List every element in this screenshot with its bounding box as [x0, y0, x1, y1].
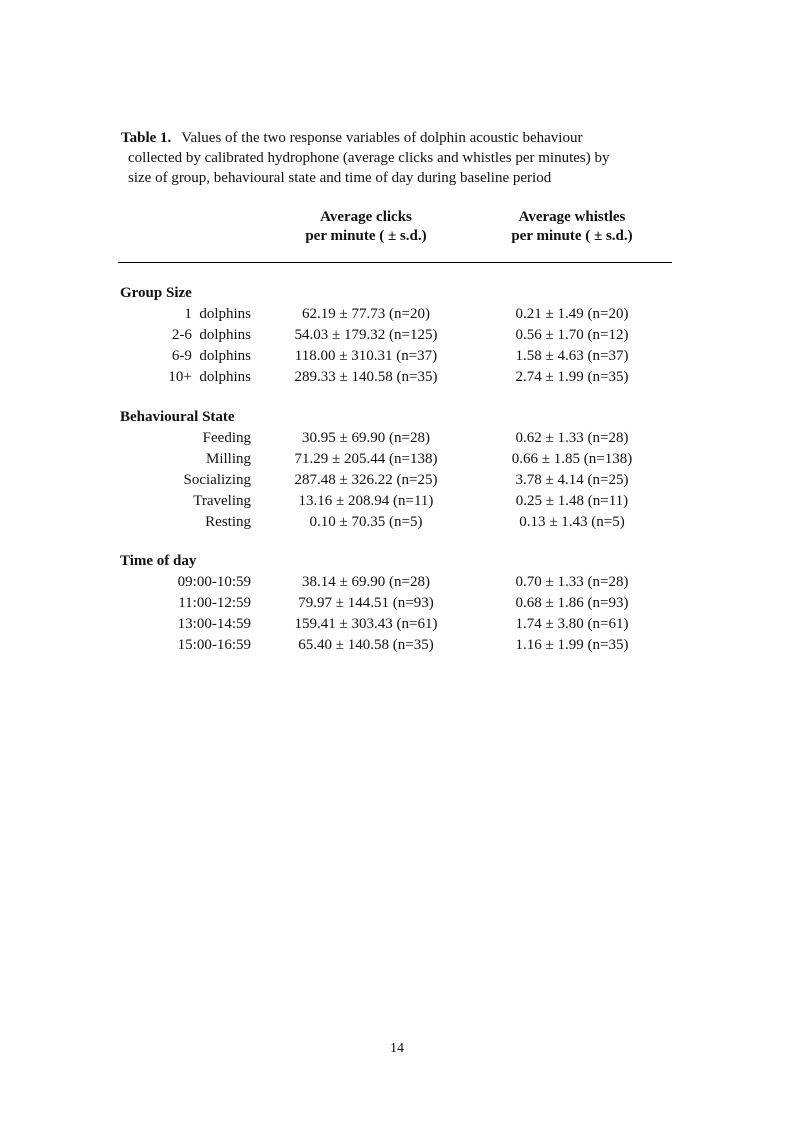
- row-category: 11:00-12:59: [178, 595, 251, 611]
- table-row: [0, 347, 794, 368]
- row-whistles-value: 0.70 ± 1.33 (n=28): [515, 574, 629, 590]
- row-clicks-value: 54.03 ± 179.32 (n=125): [294, 327, 438, 343]
- caption-label: Table 1.: [121, 130, 172, 146]
- table-row: [0, 305, 794, 326]
- caption-line-2: collected by calibrated hydrophone (average clicks and whistles per minutes) by: [128, 150, 610, 166]
- row-clicks-value: 62.19 ± 77.73 (n=20): [302, 306, 430, 322]
- row-whistles-value: 1.58 ± 4.63 (n=37): [515, 348, 629, 364]
- page-number: 14: [390, 1041, 404, 1056]
- section-title: Time of day: [120, 553, 197, 569]
- row-category: Feeding: [202, 430, 251, 446]
- row-whistles-value: 0.21 ± 1.49 (n=20): [515, 306, 629, 322]
- column-header-whistles-line-2: per minute ( ± s.d.): [511, 228, 633, 244]
- row-category: 10+ dolphins: [168, 369, 251, 385]
- row-category: Resting: [205, 514, 251, 530]
- row-clicks-value: 118.00 ± 310.31 (n=37): [294, 348, 438, 364]
- caption-line-3: size of group, behavioural state and time of day during baseline period: [128, 170, 552, 186]
- caption-line-1: [121, 128, 661, 148]
- header-rule: [118, 262, 672, 263]
- row-clicks-value: 13.16 ± 208.94 (n=11): [298, 493, 434, 509]
- row-whistles-value: 3.78 ± 4.14 (n=25): [515, 472, 629, 488]
- caption-text-1: Values of the two response variables of dolphin acoustic behaviour: [181, 130, 583, 146]
- row-clicks-value: 30.95 ± 69.90 (n=28): [302, 430, 430, 446]
- column-header-whistles-line-1: Average whistles: [518, 209, 626, 225]
- row-category: 1 dolphins: [184, 306, 251, 322]
- row-clicks-value: 79.97 ± 144.51 (n=93): [298, 595, 434, 611]
- row-category: 15:00-16:59: [177, 637, 251, 653]
- row-clicks-value: 38.14 ± 69.90 (n=28): [302, 574, 430, 590]
- row-clicks-value: 0.10 ± 70.35 (n=5): [309, 514, 423, 530]
- column-header-clicks: [276, 208, 456, 246]
- row-whistles-value: 0.25 ± 1.48 (n=11): [515, 493, 629, 509]
- row-category: 09:00-10:59: [177, 574, 251, 590]
- table-row: [0, 636, 794, 657]
- column-header-whistles: [482, 208, 662, 246]
- row-whistles-value: 0.66 ± 1.85 (n=138): [511, 451, 633, 467]
- row-category: 13:00-14:59: [177, 616, 251, 632]
- row-whistles-value: 2.74 ± 1.99 (n=35): [515, 369, 629, 385]
- section-title: Group Size: [120, 285, 192, 301]
- table-row: [0, 615, 794, 636]
- row-whistles-value: 1.74 ± 3.80 (n=61): [515, 616, 629, 632]
- table-row: [0, 450, 794, 471]
- row-whistles-value: 0.62 ± 1.33 (n=28): [515, 430, 629, 446]
- row-clicks-value: 287.48 ± 326.22 (n=25): [294, 472, 438, 488]
- column-header-clicks-line-2: per minute ( ± s.d.): [305, 228, 427, 244]
- row-clicks-value: 71.29 ± 205.44 (n=138): [294, 451, 438, 467]
- table-row: [0, 326, 794, 347]
- column-header-clicks-line-1: Average clicks: [320, 209, 412, 225]
- table-row: [0, 492, 794, 513]
- table-caption: [121, 128, 661, 188]
- row-category: 2-6 dolphins: [171, 327, 251, 343]
- row-clicks-value: 65.40 ± 140.58 (n=35): [298, 637, 434, 653]
- table-row: [0, 368, 794, 389]
- row-whistles-value: 0.56 ± 1.70 (n=12): [515, 327, 629, 343]
- row-whistles-value: 0.68 ± 1.86 (n=93): [515, 595, 629, 611]
- row-category: Socializing: [183, 472, 251, 488]
- table-row: [0, 594, 794, 615]
- table-row: [0, 513, 794, 534]
- section-title: Behavioural State: [120, 409, 235, 425]
- row-category: Milling: [205, 451, 251, 467]
- table-row: [0, 471, 794, 492]
- row-whistles-value: 0.13 ± 1.43 (n=5): [519, 514, 625, 530]
- row-whistles-value: 1.16 ± 1.99 (n=35): [515, 637, 629, 653]
- table-row: [0, 429, 794, 450]
- row-category: 6-9 dolphins: [171, 348, 251, 364]
- row-clicks-value: 289.33 ± 140.58 (n=35): [294, 369, 438, 385]
- row-category: Traveling: [193, 493, 251, 509]
- row-clicks-value: 159.41 ± 303.43 (n=61): [294, 616, 438, 632]
- table-row: [0, 573, 794, 594]
